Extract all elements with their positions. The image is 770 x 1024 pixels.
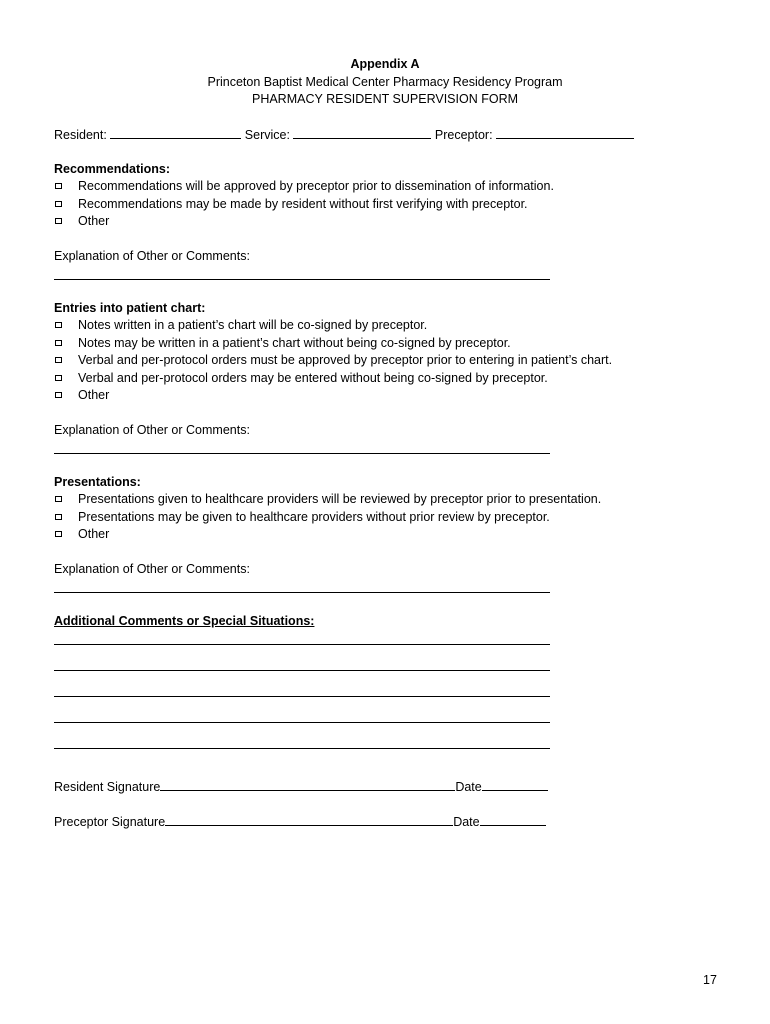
recommendations-checkbox-other[interactable] [55,218,62,224]
preceptor-field[interactable] [496,127,634,139]
resident-signature-field[interactable] [160,779,455,791]
presentations-checkbox-1[interactable] [55,496,62,502]
presentations-checkbox-other[interactable] [55,531,62,537]
chart-entries-explanation-line[interactable] [54,453,550,454]
resident-date-label: Date [455,780,482,794]
chart-entries-heading: Entries into patient chart: [54,301,206,315]
additional-comments-line-3[interactable] [54,696,550,697]
chart-entries-item-3: Verbal and per-protocol orders must be approved by preceptor prior to entering in patient’s chart. [78,353,613,367]
recommendations-explanation-label: Explanation of Other or Comments: [54,249,250,263]
additional-comments-line-1[interactable] [54,644,550,645]
recommendations-explanation-line[interactable] [54,279,550,280]
chart-entries-item-4: Verbal and per-protocol orders may be entered without being co-signed by preceptor. [78,371,548,385]
chart-entries-checkbox-3[interactable] [55,357,62,363]
chart-entries-checkbox-1[interactable] [55,322,62,328]
presentations-item-1: Presentations given to healthcare providers will be reviewed by preceptor prior to presentation. [78,492,602,506]
chart-entries-item-1: Notes written in a patient’s chart will be co-signed by preceptor. [78,318,428,332]
presentations-item-2: Presentations may be given to healthcare providers without prior review by preceptor. [78,510,550,524]
resident-signature-label: Resident Signature [54,780,161,794]
preceptor-label: Preceptor: [434,128,493,142]
resident-service-preceptor-row [54,127,634,142]
recommendations-item-2: Recommendations may be made by resident without first verifying with preceptor. [78,197,528,211]
chart-entries-item-other: Other [78,388,110,402]
page-number: 17 [703,973,717,987]
chart-entries-item-2: Notes may be written in a patient’s chart without being co-signed by preceptor. [78,336,511,350]
additional-comments-line-5[interactable] [54,748,550,749]
additional-comments-heading: Additional Comments or Special Situations: [54,614,315,628]
recommendations-item-other: Other [78,214,110,228]
preceptor-date-label: Date [453,815,480,829]
preceptor-signature-label: Preceptor Signature [54,815,166,829]
appendix-title: Appendix A [350,57,420,71]
preceptor-signature-field[interactable] [165,814,453,826]
additional-comments-line-2[interactable] [54,670,550,671]
presentations-explanation-line[interactable] [54,592,550,593]
preceptor-date-field[interactable] [480,814,546,826]
recommendations-heading: Recommendations: [54,162,170,176]
preceptor-signature-row [54,814,546,829]
recommendations-checkbox-2[interactable] [55,201,62,207]
presentations-checkbox-2[interactable] [55,514,62,520]
program-title: Princeton Baptist Medical Center Pharmacy Residency Program [207,75,563,89]
chart-entries-checkbox-2[interactable] [55,340,62,346]
presentations-explanation-label: Explanation of Other or Comments: [54,562,250,576]
resident-signature-row [54,779,548,794]
service-label: Service: [244,128,290,142]
recommendations-item-1: Recommendations will be approved by preceptor prior to dissemination of information. [78,179,554,193]
resident-label: Resident: [54,128,107,142]
form-title: PHARMACY RESIDENT SUPERVISION FORM [251,92,519,106]
service-field[interactable] [293,127,431,139]
resident-field[interactable] [110,127,241,139]
chart-entries-explanation-label: Explanation of Other or Comments: [54,423,250,437]
chart-entries-checkbox-4[interactable] [55,375,62,381]
presentations-item-other: Other [78,527,110,541]
chart-entries-checkbox-other[interactable] [55,392,62,398]
resident-date-field[interactable] [482,779,548,791]
presentations-heading: Presentations: [54,475,141,489]
recommendations-checkbox-1[interactable] [55,183,62,189]
additional-comments-line-4[interactable] [54,722,550,723]
